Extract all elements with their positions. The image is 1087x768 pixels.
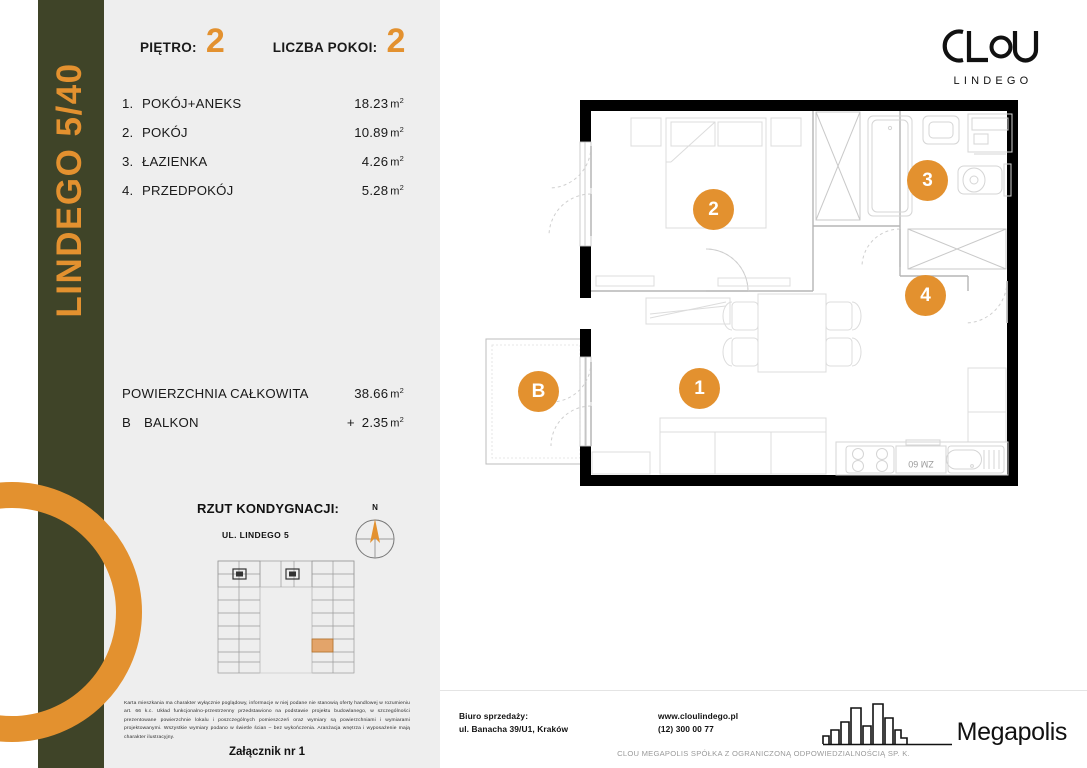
room-marker-4: 4 (905, 275, 946, 316)
balcony-badge-letter: B (122, 415, 131, 430)
room-area: 18.23 (354, 96, 389, 111)
floor-value: 2 (205, 22, 225, 60)
room-row (122, 154, 404, 183)
compass-north-label: N (372, 503, 378, 512)
room-name: PRZEDPOKÓJ (142, 183, 234, 198)
vertical-brand-label: LINDEGO 5/40 (50, 62, 89, 318)
total-area-value: 38.66 (354, 386, 389, 401)
balcony-plus-sign: + (346, 415, 355, 430)
room-index: 3. (122, 154, 134, 169)
room-list (122, 96, 404, 212)
megapolis-skyline-icon (821, 700, 953, 751)
room-area-unit: $m^2$ (390, 125, 404, 140)
company-legal-name: CLOU MEGAPOLIS SPÓŁKA Z OGRANICZONĄ ODPOWIEDZIALNOŚCIĄ SP. K. (617, 749, 910, 758)
room-count-group (272, 22, 406, 60)
hallway-wardrobe (908, 229, 1006, 269)
wardrobe (816, 112, 860, 220)
balcony-marker: B (518, 371, 559, 412)
room-row (122, 183, 404, 212)
legal-disclaimer: Karta mieszkania ma charakter wyłącznie poglądowy, informacje w niej podane nie stanowią oferty handlowej w rozumieniu art. 66 k.c. Układ funkcjonalno-przestrzenny przedstawiono na podstawie projektu budowlanego, w szczególności prezentowane powierzchnie lokalu i poszczególnych pomieszczeń oraz wymiary są powierzchniami i wymiarami projektowanymi. Wszystkie wymiary podano w świetle ścian – bez wykończenia. Aranżacja wnętrza i wyposażenie mają charakter ilustracyjny. (124, 701, 410, 740)
apartment-floor-plan (468, 86, 1048, 506)
room-index: 2. (122, 125, 134, 140)
balcony-area-unit: $m^2$ (390, 415, 404, 430)
floor-group (140, 22, 225, 60)
building-plan-street: UL. LINDEGO 5 (222, 530, 290, 540)
living-room-furniture (592, 276, 1006, 474)
room-name: POKÓJ (142, 125, 188, 140)
appliance-label: ZM 60 (908, 459, 934, 469)
compass-rose-icon (347, 503, 403, 561)
phone-number[interactable]: (12) 300 00 77 (658, 724, 714, 735)
building-plan-title: RZUT KONDYGNACJI: (197, 501, 340, 516)
footer-divider (440, 690, 1087, 691)
room-area: 10.89 (354, 125, 389, 140)
room-area: 4.26 (361, 154, 389, 169)
total-area-unit: $m^2$ (390, 386, 404, 401)
room-name: ŁAZIENKA (142, 154, 208, 169)
decorative-orange-ring (0, 482, 142, 742)
clou-lindego-logo (933, 26, 1049, 87)
room-index: 4. (122, 183, 134, 198)
room-area-unit: $m^2$ (390, 183, 404, 198)
room-area-unit: $m^2$ (390, 154, 404, 169)
area-totals (122, 386, 404, 444)
megapolis-logo (821, 700, 1067, 751)
sales-office-block (459, 710, 568, 737)
sales-office-address: ul. Banacha 39/U1, Kraków (459, 724, 569, 735)
room-row (122, 125, 404, 154)
sales-office-label: Biuro sprzedaży: (459, 711, 529, 721)
balcony-area-row (122, 415, 404, 444)
total-area-label: POWIERZCHNIA CAŁKOWITA (122, 386, 309, 401)
room-marker-1: 1 (679, 368, 720, 409)
megapolis-wordmark: Megapolis (956, 718, 1067, 746)
total-area-row (122, 386, 404, 415)
balcony-area-value: 2.35 (361, 415, 389, 430)
room-area: 5.28 (361, 183, 389, 198)
room-name: POKÓJ+ANEKS (142, 96, 242, 111)
clou-logo-subtitle: LINDEGO (953, 75, 1033, 87)
attachment-label: Załącznik nr 1 (228, 746, 306, 758)
website-link[interactable]: www.cloulindego.pl (658, 711, 739, 721)
room-count-value: 2 (386, 22, 406, 60)
room-area-unit: $m^2$ (390, 96, 404, 111)
spec-header (140, 22, 406, 60)
room-row (122, 96, 404, 125)
building-floor-plan-thumbnail (200, 558, 372, 676)
room-count-label: LICZBA POKOI: (272, 40, 378, 55)
room-index: 1. (122, 96, 134, 111)
contact-block (658, 710, 738, 737)
clou-wordmark-icon (933, 26, 1049, 71)
room-marker-2: 2 (693, 189, 734, 230)
floor-label: PIĘTRO: (140, 40, 197, 55)
room-marker-3: 3 (907, 160, 948, 201)
balcony-label: BALKON (144, 415, 199, 430)
